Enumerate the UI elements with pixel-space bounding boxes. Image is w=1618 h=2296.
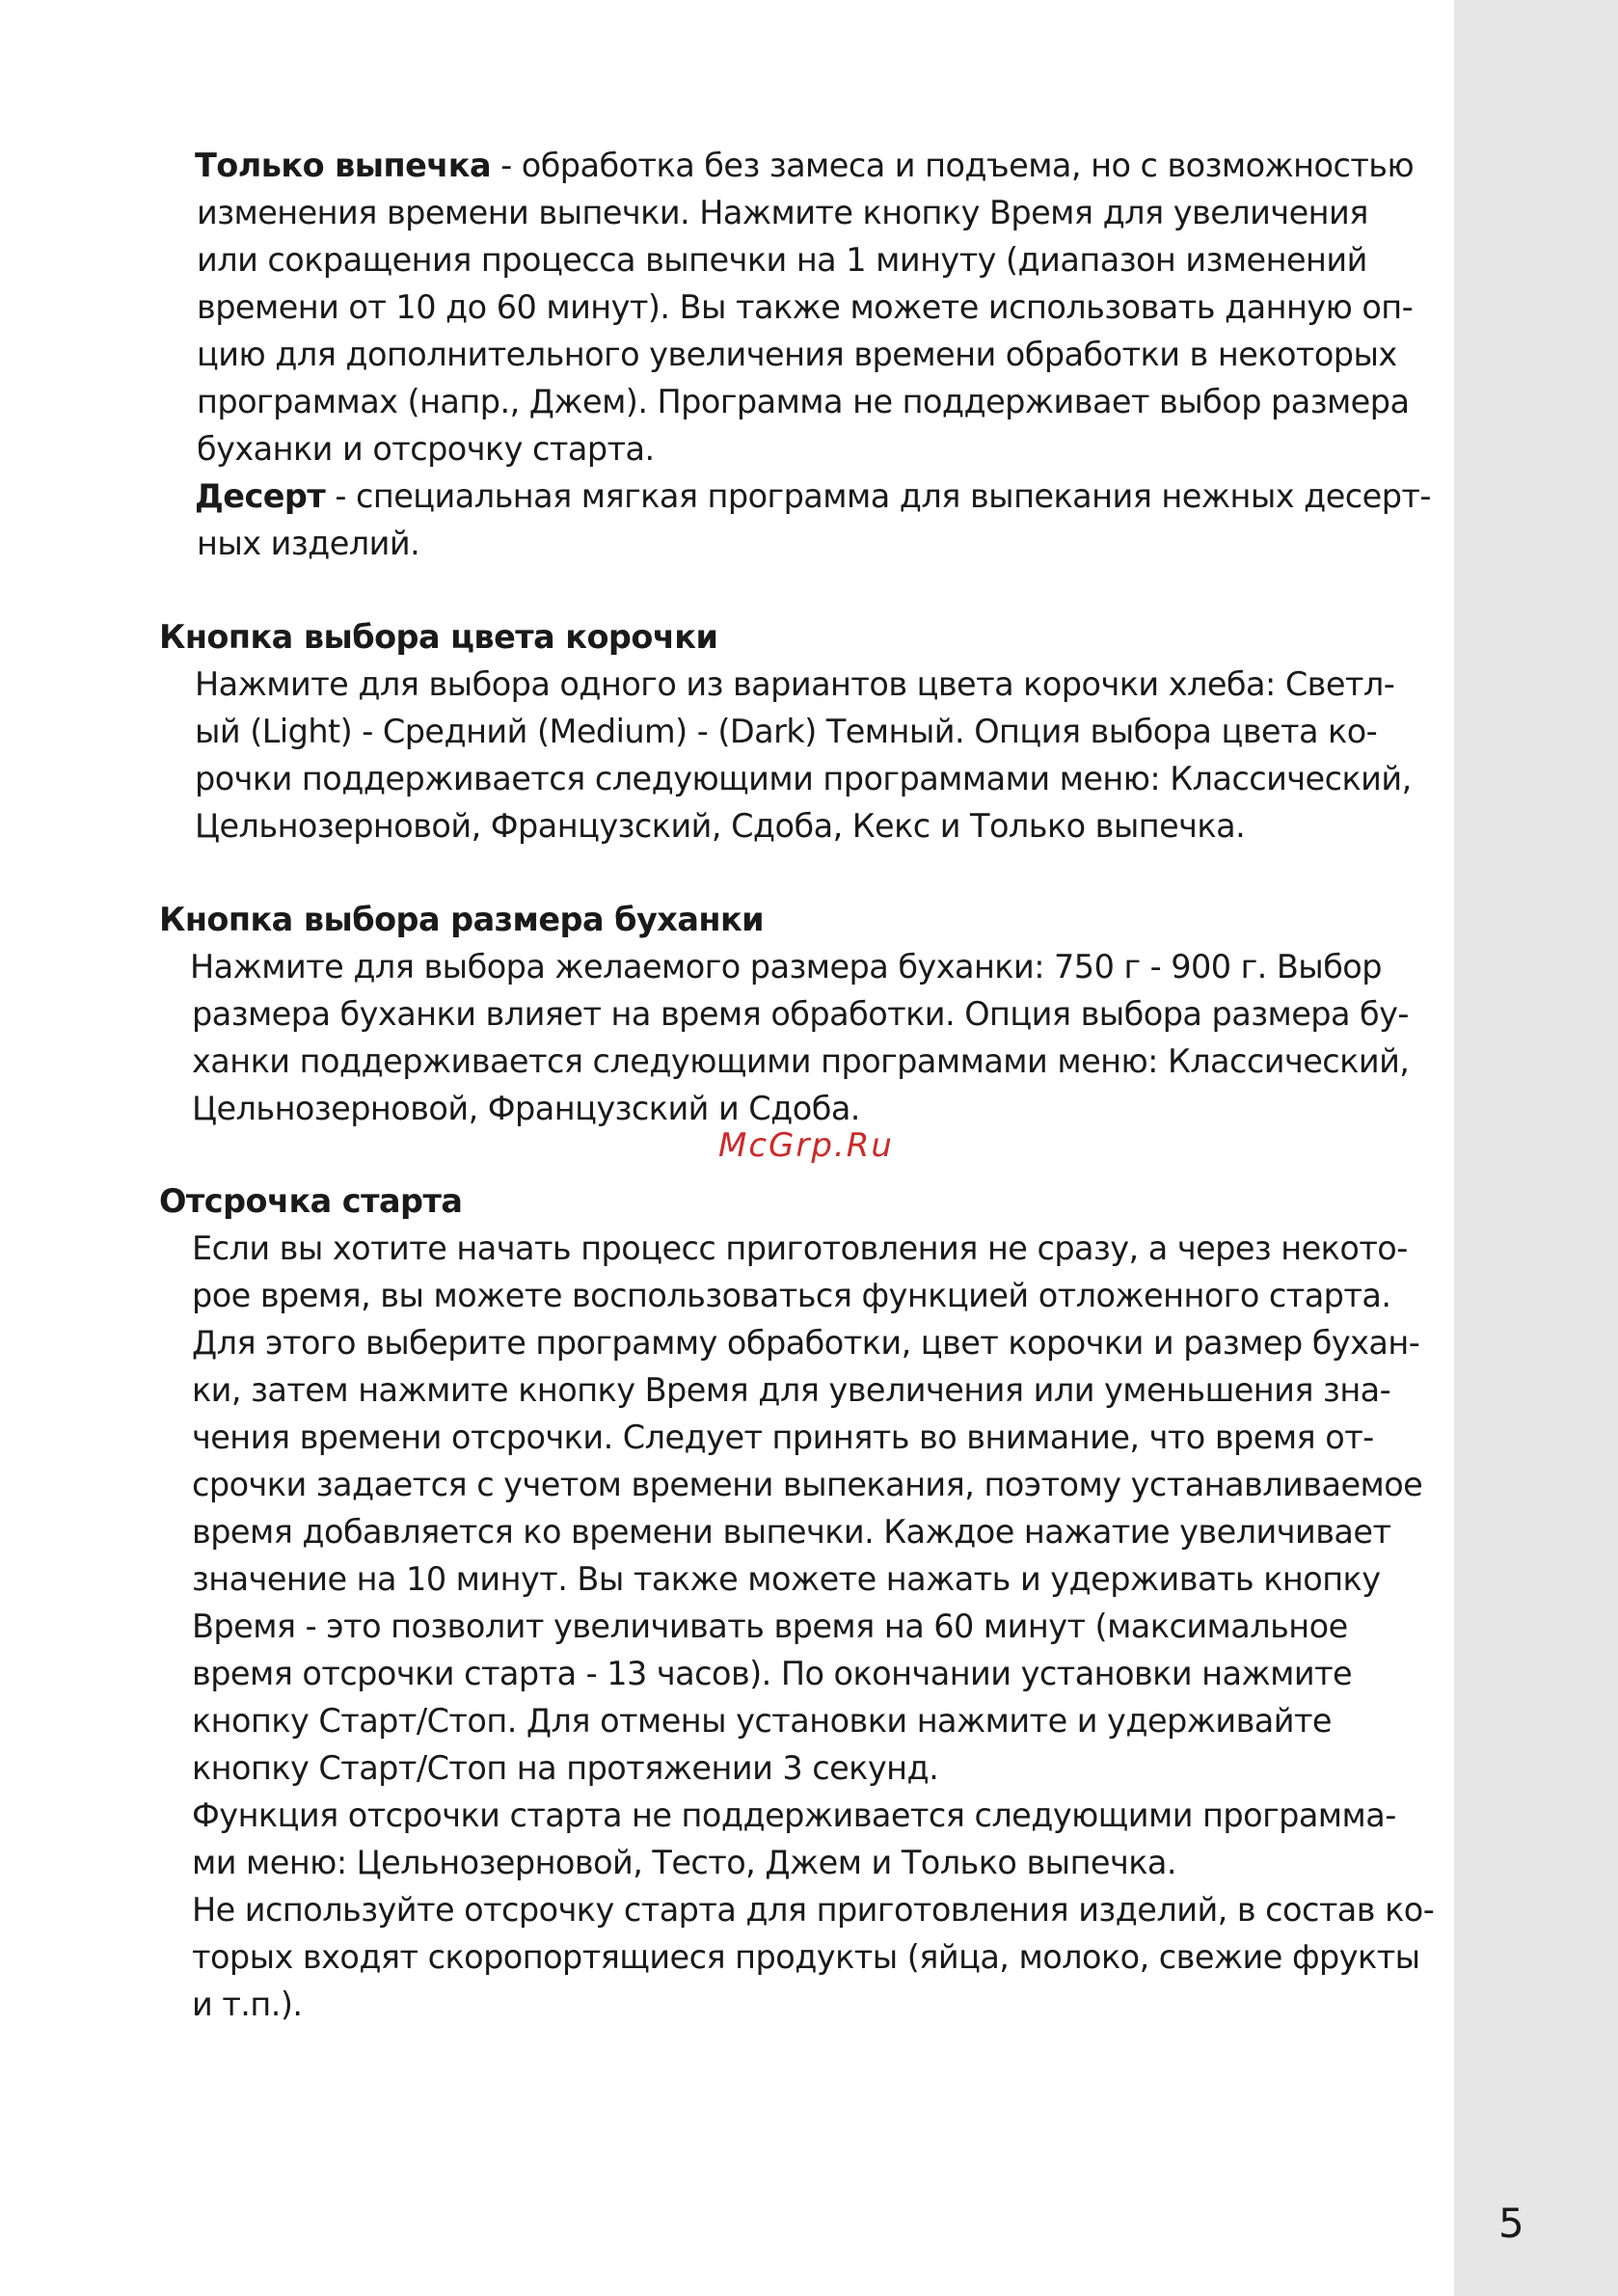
text-line: Не используйте отсрочку старта для приготовления изделий, в состав ко- <box>192 1891 1435 1929</box>
text-line: время добавляется ко времени выпечки. Каждое нажатие увеличивает <box>192 1513 1391 1551</box>
text-line: ми меню: Цельнозерновой, Тесто, Джем и Только выпечка. <box>192 1844 1176 1881</box>
text-line: или сокращения процесса выпечки на 1 минуту (диапазон изменений <box>197 241 1367 279</box>
text-line: ки, затем нажмите кнопку Время для увеличения или уменьшения зна- <box>192 1371 1391 1409</box>
text-line: Цельнозерновой, Французский и Сдоба. <box>192 1090 860 1127</box>
dessert-term: Десерт <box>195 477 326 515</box>
text-line: Функция отсрочки старта не поддерживается следующими программа- <box>192 1796 1396 1834</box>
text-line: время отсрочки старта - 13 часов). По окончании установки нажмите <box>192 1655 1353 1692</box>
text-line: торых входят скоропортящиеся продукты (яйца, молоко, свежие фрукты <box>192 1938 1420 1976</box>
text-line: значение на 10 минут. Вы также можете нажать и удерживать кнопку <box>192 1560 1381 1598</box>
bake-only-text: - обработка без замеса и подъема, но с возможностью <box>491 147 1415 184</box>
text-line: ных изделий. <box>197 525 420 562</box>
text-line: и т.п.). <box>192 1985 303 2023</box>
text-line: времени от 10 до 60 минут). Вы также можете использовать данную оп- <box>197 288 1414 326</box>
dessert-text: - специальная мягкая программа для выпекания нежных десерт- <box>325 477 1431 515</box>
watermark: McGrp.Ru <box>718 1126 894 1165</box>
crust-color-heading: Кнопка выбора цвета корочки <box>159 618 718 656</box>
text-line: программах (напр., Джем). Программа не поддерживает выбор размера <box>197 383 1410 420</box>
bake-only-line-1 <box>195 149 1414 182</box>
text-line: Цельнозерновой, Французский, Сдоба, Кекс и Только выпечка. <box>195 807 1246 845</box>
text-line: Нажмите для выбора желаемого размера буханки: 750 г - 900 г. Выбор <box>190 948 1382 986</box>
text-line: кнопку Старт/Стоп на протяжении 3 секунд. <box>192 1749 939 1787</box>
page-number: 5 <box>1498 2200 1524 2247</box>
text-line: Для этого выберите программу обработки, цвет корочки и размер бухан- <box>192 1324 1420 1362</box>
text-line: чения времени отсрочки. Следует принять во внимание, что время от- <box>192 1418 1374 1456</box>
text-line: Если вы хотите начать процесс приготовления не сразу, а через некото- <box>192 1229 1408 1267</box>
text-line: кнопку Старт/Стоп. Для отмены установки нажмите и удерживайте <box>192 1702 1332 1740</box>
text-line: буханки и отсрочку старта. <box>197 430 655 468</box>
text-line: цию для дополнительного увеличения времени обработки в некоторых <box>197 336 1397 373</box>
dessert-line-1 <box>195 477 1431 515</box>
text-line: размера буханки влияет на время обработки. Опция выбора размера бу- <box>192 995 1409 1033</box>
delay-start-heading: Отсрочка старта <box>159 1182 463 1220</box>
text-line: Нажмите для выбора одного из вариантов цвета корочки хлеба: Светл- <box>195 665 1395 703</box>
text-line: Время - это позволит увеличивать время на 60 минут (максимальное <box>192 1607 1348 1645</box>
bake-only-term: Только выпечка <box>195 147 492 184</box>
text-line: ый (Light) - Средний (Medium) - (Dark) Темный. Опция выбора цвета ко- <box>195 713 1378 750</box>
text-line: рочки поддерживается следующими программами меню: Классический, <box>195 760 1412 797</box>
page-side-margin <box>1454 0 1618 2296</box>
text-line: срочки задается с учетом времени выпекания, поэтому устанавливаемое <box>192 1466 1423 1503</box>
text-line: ханки поддерживается следующими программами меню: Классический, <box>192 1042 1410 1080</box>
loaf-size-heading: Кнопка выбора размера буханки <box>159 901 765 938</box>
text-line: рое время, вы можете воспользоваться функцией отложенного старта. <box>192 1277 1391 1314</box>
text-line: изменения времени выпечки. Нажмите кнопку Время для увеличения <box>197 194 1368 231</box>
